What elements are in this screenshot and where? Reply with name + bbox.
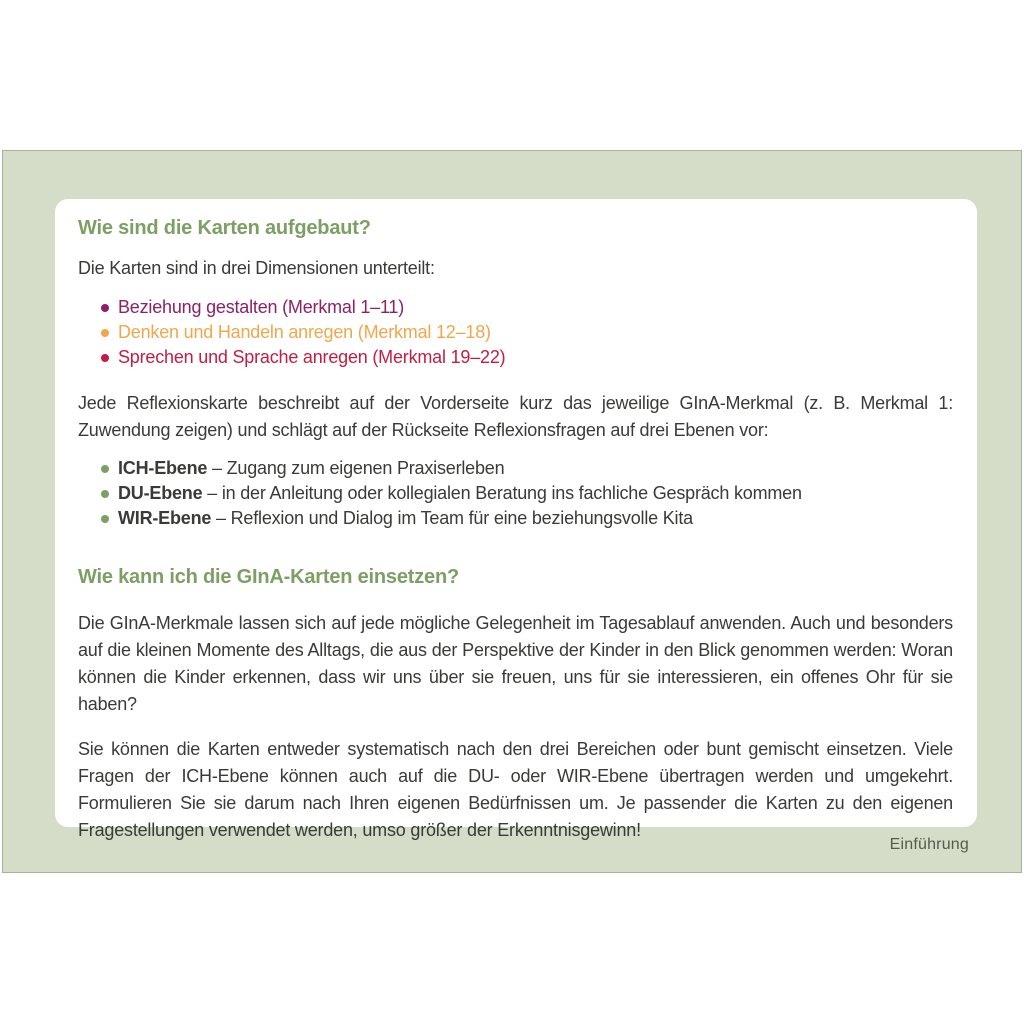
dimensions-list xyxy=(78,295,953,370)
bullet-dot xyxy=(101,354,109,362)
bullet-dot xyxy=(101,515,109,523)
usage-paragraph-2: Sie können die Karten entweder systematisch nach den drei Bereichen oder bunt gemischt einsetzen. Viele Fragen der ICH-Ebene können auch auf die DU- oder WIR-Ebene übertragen werden und umgekehrt. Formulieren Sie sie darum nach Ihren eigenen Bedürfnissen um. Je passender die Karten zu den eigenen Fragestellungen verwendet werden, umso größer der Erkenntnisgewinn! xyxy=(78,739,953,840)
green-panel xyxy=(2,150,1022,873)
cards-description: Jede Reflexionskarte beschreibt auf der Vorderseite kurz das jeweilige GInA-Merkmal (z. B. Merkmal 1: Zuwendung zeigen) und schlägt auf der Rückseite Reflexionsfragen auf drei Ebenen vor: xyxy=(78,393,953,440)
dimension-label: Denken und Handeln anregen (Merkmal 12–18) xyxy=(118,322,491,342)
section2-heading: Wie kann ich die GInA-Karten einsetzen? xyxy=(78,566,459,588)
list-item xyxy=(78,506,953,531)
bullet-dot xyxy=(101,304,109,312)
list-item xyxy=(78,345,953,370)
usage-paragraph-1: Die GInA-Merkmale lassen sich auf jede mögliche Gelegenheit im Tagesablauf anwenden. Auch und besonders auf die kleinen Momente des Alltags, die aus der Perspektive der Kinder in den Blick genommen werden: Woran können die Kinder erkennen, dass wir uns über sie freuen, uns für sie interessieren, ein offenes Ohr für sie haben? xyxy=(78,613,953,714)
ebene-label: DU-Ebene xyxy=(118,483,203,503)
dimension-label: Sprechen und Sprache anregen (Merkmal 19–22) xyxy=(118,347,506,367)
bullet-dot xyxy=(101,465,109,473)
content-card xyxy=(55,199,977,840)
list-item xyxy=(78,320,953,345)
bullet-dot xyxy=(101,329,109,337)
dimensions-intro: Die Karten sind in drei Dimensionen unterteilt: xyxy=(78,258,435,278)
ebene-text: – Reflexion und Dialog im Team für eine beziehungsvolle Kita xyxy=(211,508,693,528)
bullet-dot xyxy=(101,490,109,498)
ebene-text: – in der Anleitung oder kollegialen Beratung ins fachliche Gespräch kommen xyxy=(202,483,802,503)
ebene-label: WIR-Ebene xyxy=(118,508,212,528)
ebene-text: – Zugang zum eigenen Praxiserleben xyxy=(207,458,505,478)
ebene-label: ICH-Ebene xyxy=(118,458,208,478)
list-item xyxy=(78,456,953,481)
list-item xyxy=(78,481,953,506)
section1-heading: Wie sind die Karten aufgebaut? xyxy=(78,217,371,239)
list-item xyxy=(78,295,953,320)
dimension-label: Beziehung gestalten (Merkmal 1–11) xyxy=(118,297,405,317)
footer-section-label: Einführung xyxy=(889,836,969,853)
ebenen-list xyxy=(78,456,953,531)
